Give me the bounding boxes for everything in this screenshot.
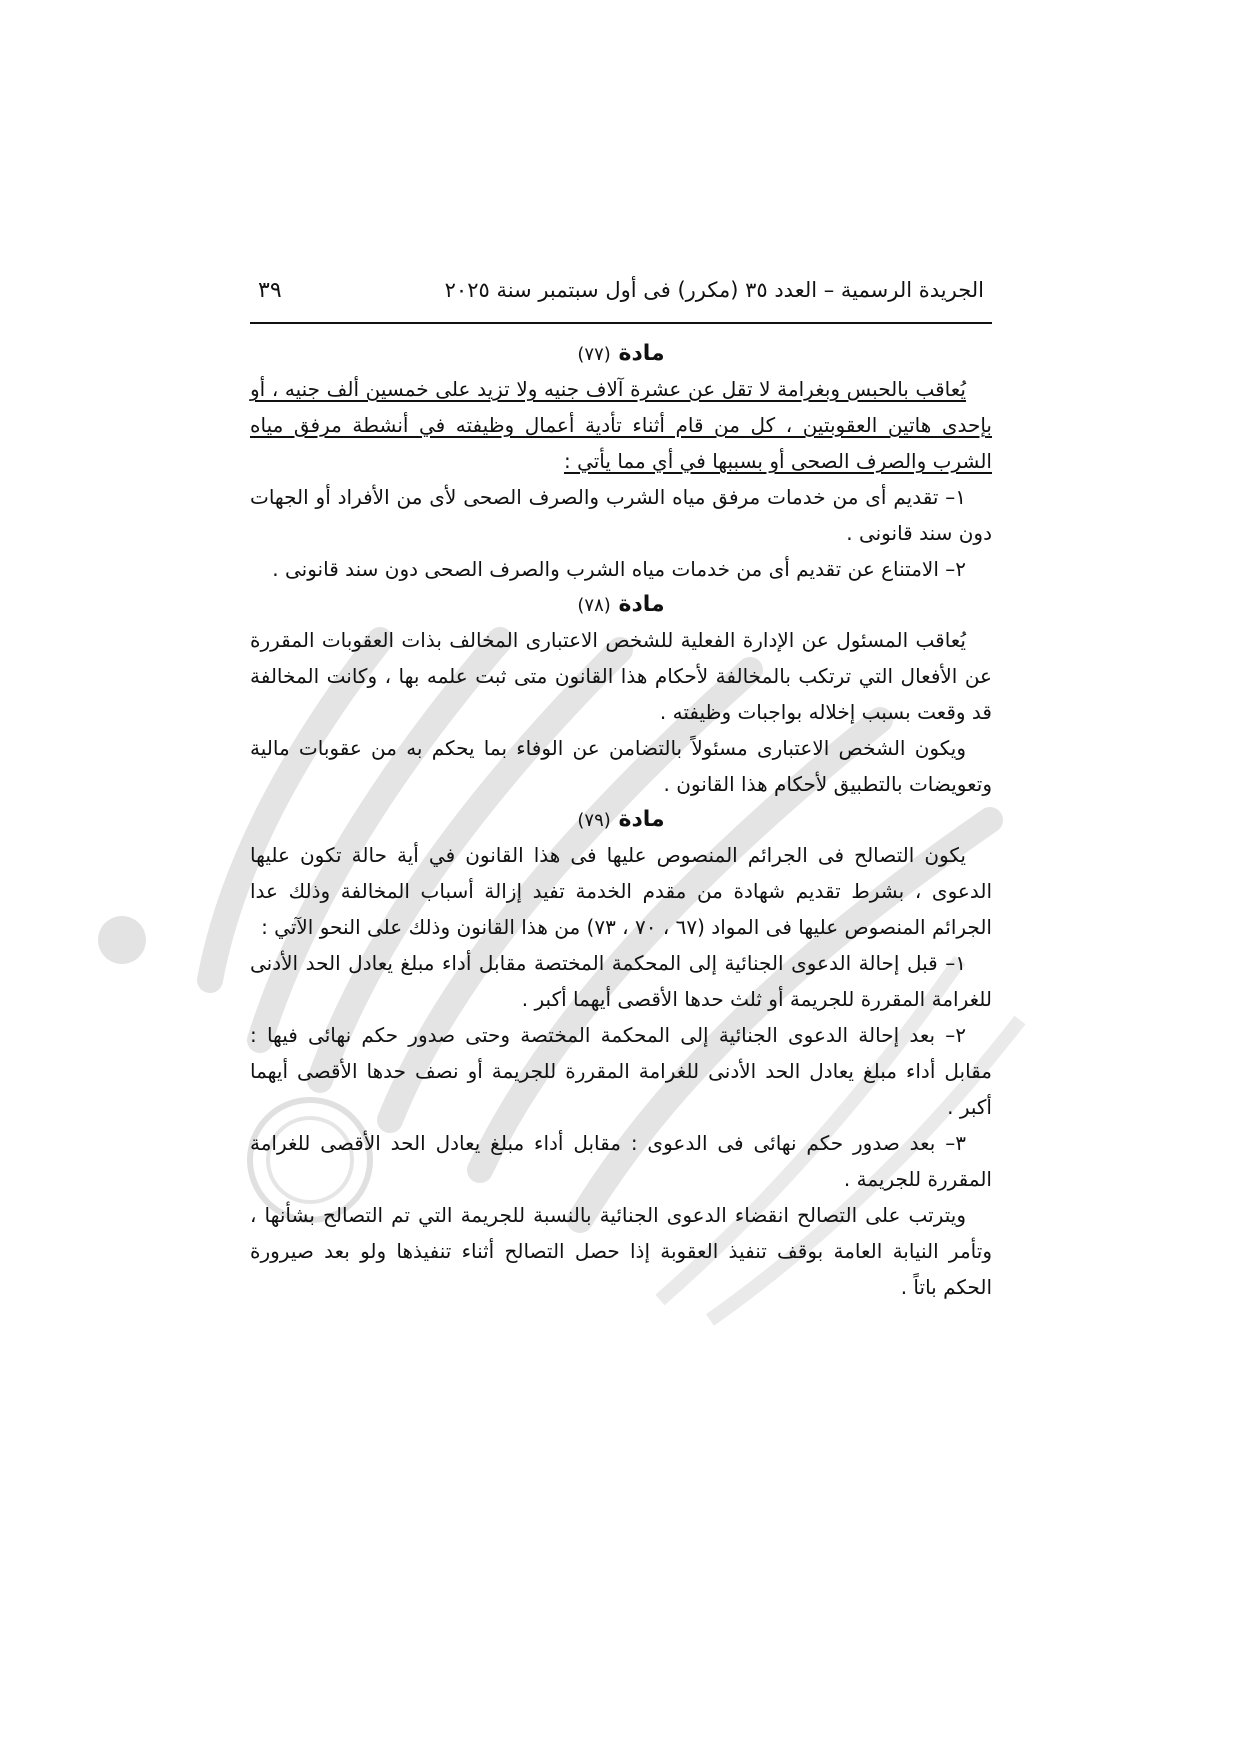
article-label: مادة <box>618 807 665 832</box>
article-number: (٧٧) <box>577 344 611 365</box>
article-number: (٧٨) <box>577 595 611 616</box>
article-77 <box>250 338 992 587</box>
article-paragraph: ٣– بعد صدور حكم نهائى فى الدعوى : مقابل أداء مبلغ يعادل الحد الأقصى للغرامة المقررة للجريمة . <box>250 1131 992 1191</box>
article-paragraph: يُعاقب بالحبس وبغرامة لا تقل عن عشرة آلاف جنيه ولا تزيد على خمسين ألف جنيه ، أو بإحدى هاتين العقوبتين ، كل من قام أثناء تأدية أعمال وظيفته في أنشطة مرفق مياه الشرب والصرف الصحى أو بسببها في أي مما يأتي : <box>250 377 992 473</box>
article-paragraph: ١– قبل إحالة الدعوى الجنائية إلى المحكمة المختصة مقابل أداء مبلغ يعادل الحد الأدنى للغرامة المقررة للجريمة أو ثلث حدها الأقصى أيهما أكبر . <box>250 951 992 1011</box>
article-paragraph: ٢– بعد إحالة الدعوى الجنائية إلى المحكمة المختصة وحتى صدور حكم نهائى فيها : مقابل أداء مبلغ يعادل الحد الأدنى للغرامة المقررة للجريمة أو نصف حدها الأقصى أيهما أكبر . <box>250 1023 992 1119</box>
article-paragraph: ويكون الشخص الاعتبارى مسئولاً بالتضامن عن الوفاء بما يحكم به من عقوبات مالية وتعويضات بالتطبيق لأحكام هذا القانون . <box>250 736 992 796</box>
article-title <box>250 338 992 371</box>
article-paragraph: ٢– الامتناع عن تقديم أى من خدمات مياه الشرب والصرف الصحى دون سند قانونى . <box>272 557 966 581</box>
article-label: مادة <box>618 341 665 366</box>
header-divider <box>250 322 992 324</box>
article-paragraph: يكون التصالح فى الجرائم المنصوص عليها فى هذا القانون في أية حالة تكون عليها الدعوى ، بشرط تقديم شهادة من مقدم الخدمة تفيد إزالة أسباب المخالفة وذلك عدا الجرائم المنصوص عليها فى المواد (٦٧ ، ٧٠ ، ٧٣) من هذا القانون وذلك على النحو الآتي : <box>250 843 992 939</box>
article-label: مادة <box>618 592 665 617</box>
article-number: (٧٩) <box>577 810 611 831</box>
article-title <box>250 804 992 837</box>
article-paragraph: ويترتب على التصالح انقضاء الدعوى الجنائية بالنسبة للجريمة التي تم التصالح بشأنها ، وتأمر النيابة العامة بوقف تنفيذ العقوبة إذا حصل التصالح أثناء تنفيذها ولو بعد صيرورة الحكم باتاً . <box>250 1203 992 1299</box>
document-page <box>250 270 992 1307</box>
page-header <box>250 270 992 310</box>
article-title <box>250 589 992 622</box>
article-78 <box>250 589 992 802</box>
gazette-header-title: الجريدة الرسمية – العدد ٣٥ (مكرر) فى أول سبتمبر سنة ٢٠٢٥ <box>444 278 984 302</box>
article-paragraph: يُعاقب المسئول عن الإدارة الفعلية للشخص الاعتبارى المخالف بذات العقوبات المقررة عن الأفعال التي ترتكب بالمخالفة لأحكام هذا القانون متى ثبت علمه بها ، وكانت المخالفة قد وقعت بسبب إخلاله بواجبات وظيفته . <box>250 628 992 724</box>
article-79 <box>250 804 992 1305</box>
page-number: ٣٩ <box>258 277 282 303</box>
article-paragraph: ١– تقديم أى من خدمات مرفق مياه الشرب والصرف الصحى لأى من الأفراد أو الجهات دون سند قانونى . <box>250 485 992 545</box>
